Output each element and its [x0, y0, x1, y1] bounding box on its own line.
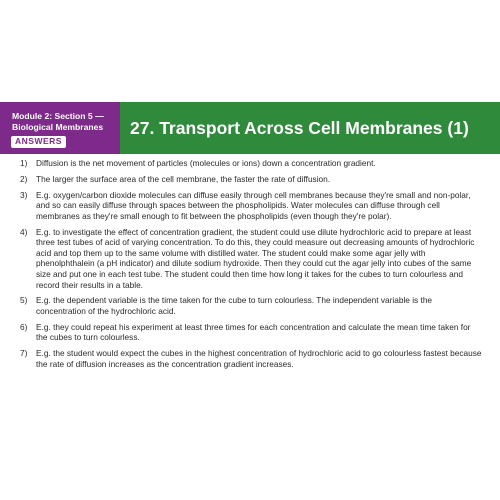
answer-number: 6)	[20, 321, 28, 332]
answer-text: E.g. to investigate the effect of concentration gradient, the student could use dilute hydrochloric acid to prepare at least three test tubes of acid of varying concentration. To do this, they could measure out decreasing amounts of hydrochloric acid and top them up to the same volume with distilled water. The student could make some agar jelly with phenolphthalein (a pH indicator) and dilute sodium hydroxide. Then they could cut the agar jelly into cubes of the same size and put one in each test tube. The student could then time how long it takes for the cubes to turn colourless and record their results in a table.	[36, 226, 475, 290]
answer-text: E.g. the dependent variable is the time taken for the cube to turn colourless. The independent variable is the concentration of the hydrochloric acid.	[36, 295, 433, 316]
answer-number: 4)	[20, 226, 28, 237]
answer-number: 3)	[20, 189, 28, 200]
section-header	[0, 102, 500, 154]
answer-text: E.g. they could repeat his experiment at least three times for each concentration and calculate the mean time taken for the cubes to turn colourless.	[36, 321, 471, 343]
answer-number: 5)	[20, 295, 28, 306]
module-line-1: Module 2: Section 5 —	[12, 111, 104, 121]
answer-text: Diffusion is the net movement of particles (molecules or ions) down a concentration gradient.	[36, 158, 376, 168]
answer-item-1	[0, 158, 500, 169]
answer-item-2	[0, 174, 500, 185]
answer-number: 1)	[20, 158, 28, 168]
answer-text: E.g. the student would expect the cubes in the highest concentration of hydrochloric acid to go colourless fastest because the rate of diffusion increases as the concentration gradient increases.	[36, 348, 482, 369]
answer-item-4	[0, 227, 500, 291]
answer-text: The larger the surface area of the cell membrane, the faster the rate of diffusion.	[36, 173, 331, 184]
answers-badge: ANSWERS	[10, 135, 67, 149]
answer-item-7	[0, 348, 500, 369]
answer-text: E.g. oxygen/carbon dioxide molecules can diffuse easily through cell membranes because they're small and non-polar, and so can easily diffuse through spaces between the phospholipids. Water molecules can diffuse through cell membranes as they're small enough to fit between the phospholipids (even though they're polar).	[36, 189, 471, 221]
answer-number: 2)	[20, 173, 28, 184]
answer-number: 7)	[20, 348, 28, 359]
answer-item-6	[0, 322, 500, 343]
module-label	[0, 102, 120, 154]
module-line-2: Biological Membranes	[12, 121, 104, 132]
page-title: 27. Transport Across Cell Membranes (1)	[120, 102, 500, 154]
answer-item-3	[0, 190, 500, 222]
answer-item-5	[0, 295, 500, 316]
answers-list	[0, 158, 500, 374]
